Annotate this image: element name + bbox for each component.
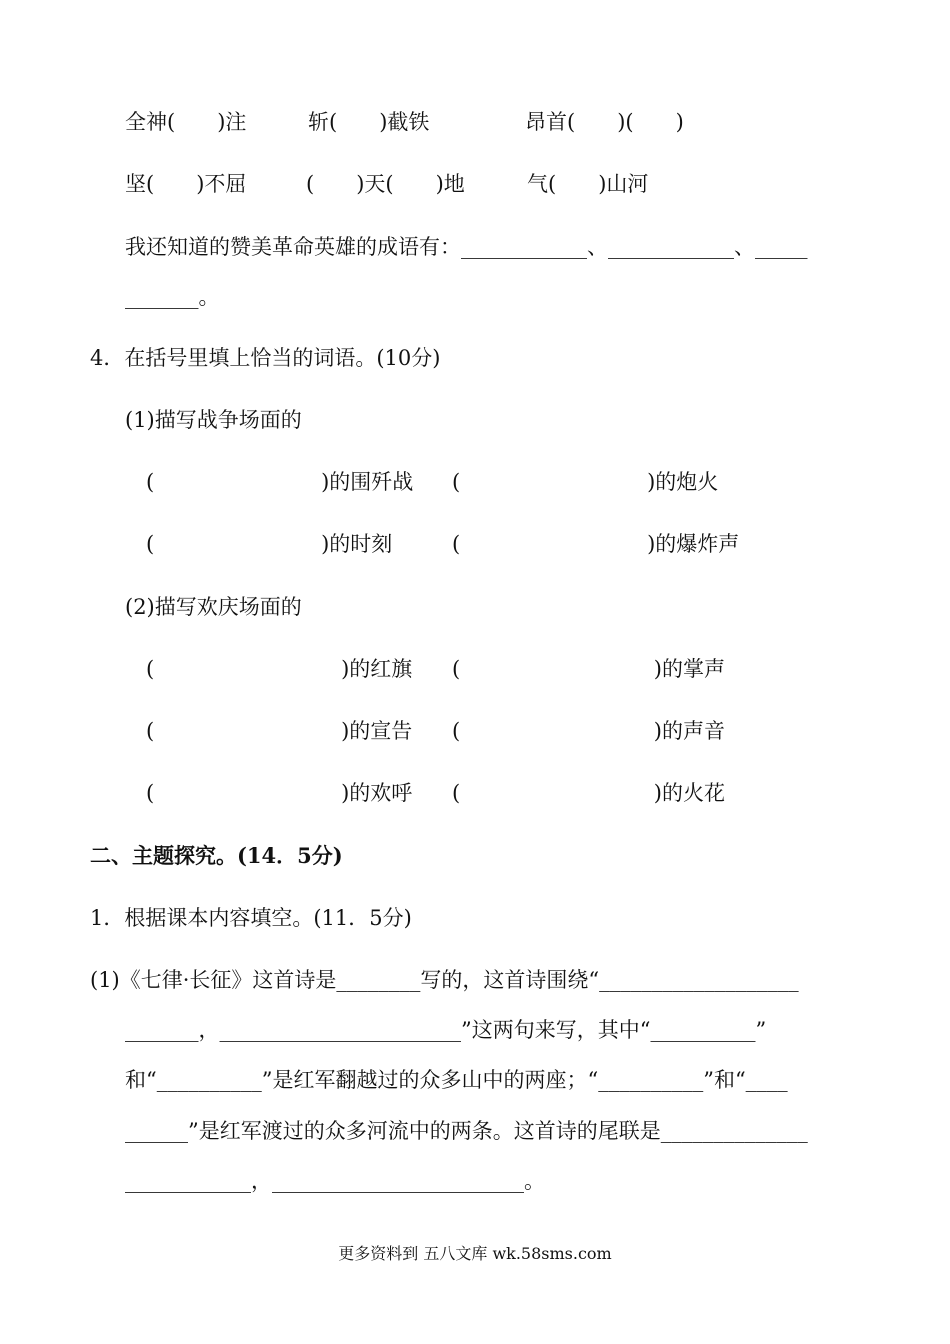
extra-idioms-line-2: _______。 (125, 285, 220, 309)
question-4-title: 4．在括号里填上恰当的词语。(10分) (90, 346, 441, 370)
fill-in-line-4: ______”是红军渡过的众多河流中的两条。这首诗的尾联是______________ (125, 1119, 808, 1143)
celebration-blank-4: ( )的声音 (452, 719, 725, 743)
celebration-blank-6: ( )的火花 (452, 781, 725, 805)
fill-in-line-2: _______，_______________________”这两句来写，其中“__________” (125, 1018, 767, 1042)
idiom-zhan: 斩( )截铁 (308, 110, 430, 134)
idiom-tiandi: ( )天( )地 (306, 172, 465, 196)
idiom-quanshen: 全神( )注 (125, 110, 247, 134)
fill-in-line-3: 和“__________”是红军翻越过的众多山中的两座；“__________”和“____ (125, 1068, 788, 1092)
q4-part2-label: (2)描写欢庆场面的 (125, 595, 302, 619)
fill-in-line-5: ____________，________________________。 (125, 1169, 545, 1193)
celebration-blank-3: ( )的宣告 (146, 719, 413, 743)
extra-idioms-line-1: 我还知道的赞美革命英雄的成语有：____________、____________、_____ (125, 235, 808, 259)
footer-source: 更多资料到 五八文库 wk.58sms.com (338, 1244, 612, 1263)
idiom-jian: 坚( )不屈 (125, 172, 247, 196)
q4-part1-label: (1)描写战争场面的 (125, 408, 302, 432)
war-blank-3: ( )的时刻 (146, 532, 393, 556)
idiom-qi: 气( )山河 (527, 172, 649, 196)
celebration-blank-5: ( )的欢呼 (146, 781, 413, 805)
fill-in-line-1: (1)《七律·长征》这首诗是________写的，这首诗围绕“___________________ (90, 968, 799, 992)
war-blank-4: ( )的爆炸声 (452, 532, 740, 556)
section-2-title: 二、主题探究。(14．5分) (90, 843, 343, 868)
celebration-blank-2: ( )的掌声 (452, 657, 725, 681)
section-2-question-1-title: 1．根据课本内容填空。(11．5分) (90, 906, 412, 930)
celebration-blank-1: ( )的红旗 (146, 657, 413, 681)
war-blank-2: ( )的炮火 (452, 470, 719, 494)
war-blank-1: ( )的围歼战 (146, 470, 414, 494)
idiom-angshou: 昂首( )( ) (525, 110, 684, 134)
